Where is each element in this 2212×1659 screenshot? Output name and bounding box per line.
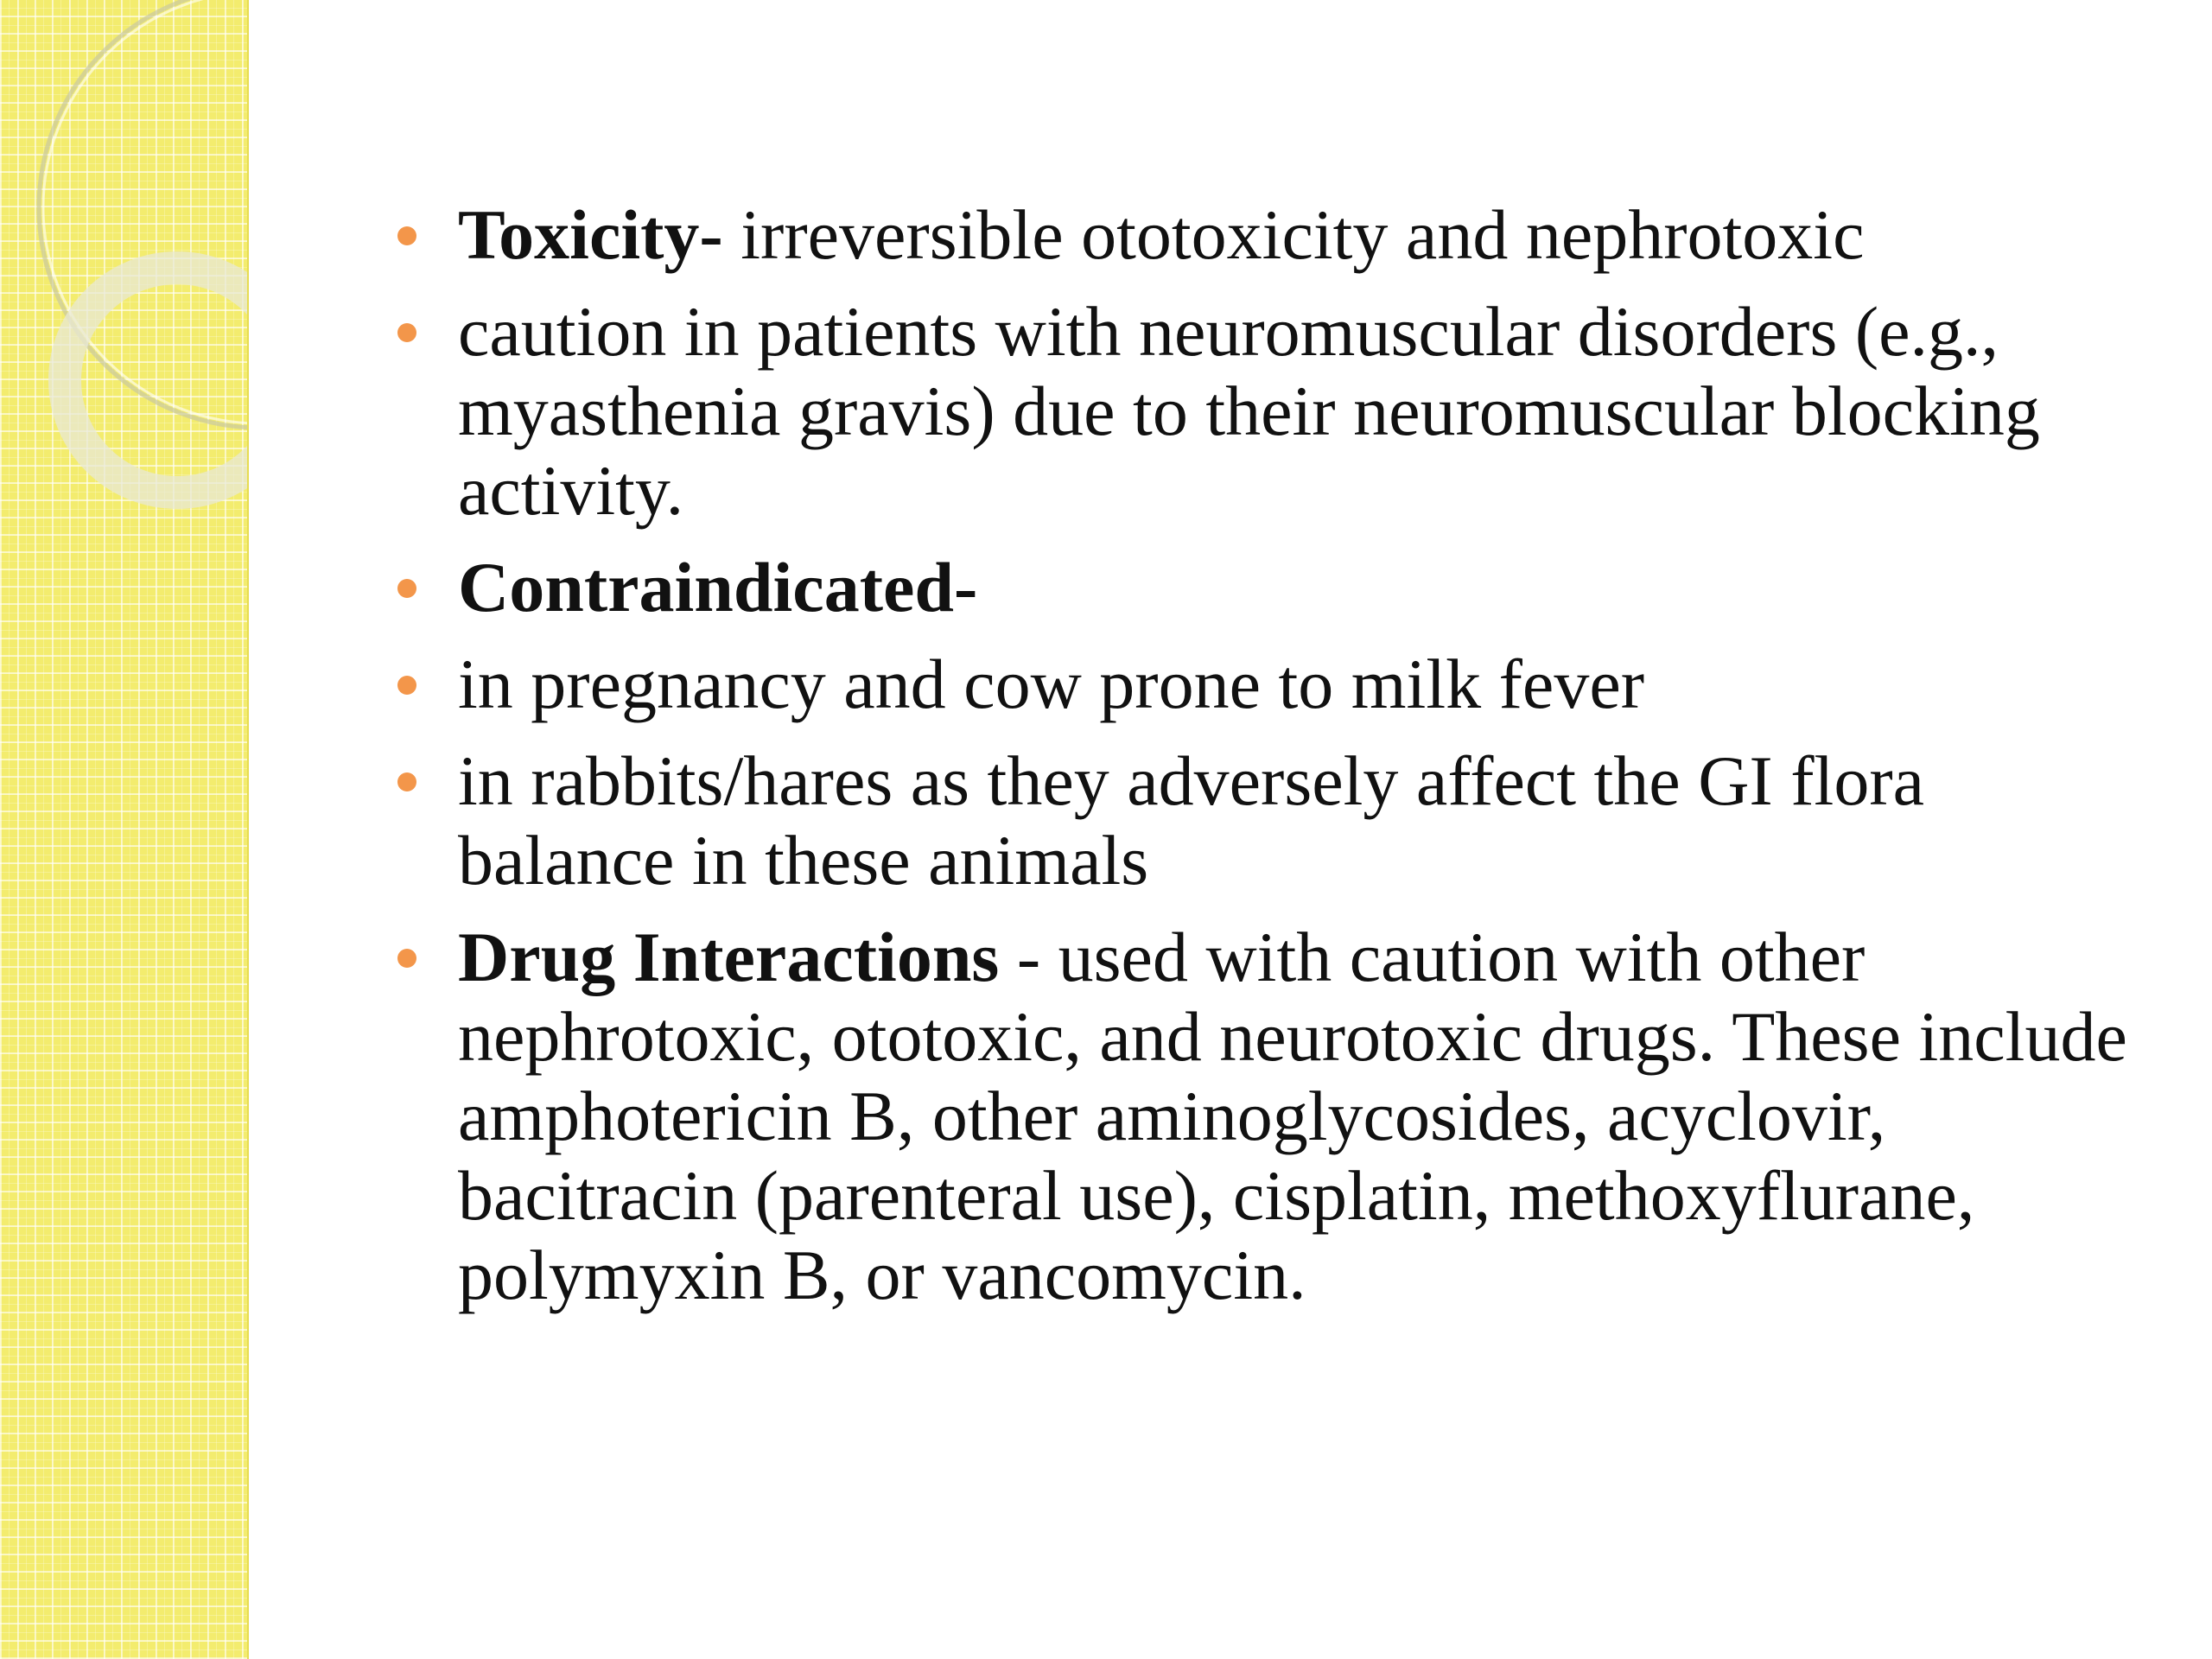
bullet-text: - used with caution with other nephrotoxic, ototoxic, and neurotoxic drugs. These include amphotericin B, other aminoglycosides, acyclovir, bacitracin (parenteral use), cisplatin, methoxyflurane, polymyxin B, or vancomycin.	[458, 918, 2127, 1314]
bullet-heading: Toxicity-	[458, 195, 723, 274]
bullet-dot	[397, 949, 416, 968]
bullet-dot	[397, 226, 416, 245]
bullet-contraindicated	[380, 548, 2143, 627]
bullet-rabbits	[380, 741, 2143, 900]
bullet-pregnancy	[380, 645, 2143, 724]
bullet-text: in rabbits/hares as they adversely affect the GI flora balance in these animals	[458, 741, 1925, 899]
bullet-dot	[397, 323, 416, 342]
bullet-text: caution in patients with neuromuscular disorders (e.g., myasthenia gravis) due to their neuromuscular blocking activity.	[458, 292, 2040, 530]
bullet-dot	[397, 772, 416, 791]
decorative-rings	[0, 0, 247, 605]
slide-content	[380, 195, 2143, 1332]
bullet-heading: Drug Interactions	[458, 918, 1000, 996]
bullet-list	[380, 195, 2143, 1315]
bullet-toxicity	[380, 195, 2143, 275]
bullet-caution	[380, 292, 2143, 531]
bullet-dot	[397, 676, 416, 695]
bullet-dot	[397, 579, 416, 598]
bullet-text: irreversible ototoxicity and nephrotoxic	[722, 195, 1865, 274]
bullet-heading: Contraindicated-	[458, 548, 978, 626]
bullet-drug-interactions	[380, 918, 2143, 1315]
bullet-text: in pregnancy and cow prone to milk fever	[458, 645, 1645, 723]
